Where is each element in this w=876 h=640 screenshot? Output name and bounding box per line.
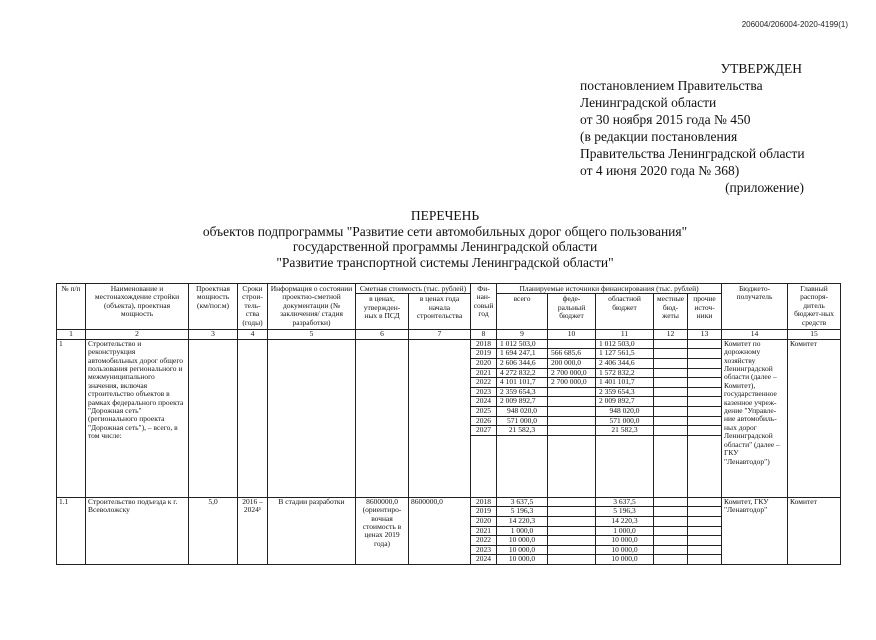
fin-total: 4 272 832,2 xyxy=(497,368,548,378)
fin-year: 2021 xyxy=(471,368,497,378)
fin-other xyxy=(688,426,722,436)
fin-federal: 200 000,0 xyxy=(548,359,596,369)
row-docs xyxy=(268,339,356,497)
col-number: 15 xyxy=(788,330,841,339)
document-title xyxy=(60,208,830,270)
fin-year: 2025 xyxy=(471,406,497,416)
fin-regional: 2 359 654,3 xyxy=(596,387,654,397)
approval-appendix: (приложение) xyxy=(725,180,804,195)
fin-regional: 1 401 101,7 xyxy=(596,378,654,388)
fin-federal xyxy=(548,545,596,555)
row-cost-b: 8600000,0 xyxy=(409,497,471,564)
header-row xyxy=(57,284,841,294)
fin-local xyxy=(654,555,688,565)
fin-year: 2024 xyxy=(471,397,497,407)
fin-total: 1 012 503,0 xyxy=(497,339,548,349)
fin-other xyxy=(688,378,722,388)
fin-other xyxy=(688,507,722,517)
fin-federal xyxy=(548,507,596,517)
approval-block xyxy=(580,60,850,196)
fin-year: 2020 xyxy=(471,359,497,369)
fin-local xyxy=(654,378,688,388)
fin-regional: 10 000,0 xyxy=(596,545,654,555)
header-other: прочие источ-ники xyxy=(688,294,722,330)
fin-other xyxy=(688,368,722,378)
header-num: № п/п xyxy=(57,284,86,330)
fin-year: 2018 xyxy=(471,497,497,507)
col-number: 4 xyxy=(238,330,268,339)
approval-heading: УТВЕРЖДЕН xyxy=(720,61,802,76)
fin-year: 2022 xyxy=(471,378,497,388)
fin-total: 948 020,0 xyxy=(497,406,548,416)
header-name: Наименование и местонахождение стройки (объекта), проектная мощность xyxy=(86,284,189,330)
fin-regional xyxy=(596,435,654,497)
fin-regional: 1 127 561,5 xyxy=(596,349,654,359)
fin-total: 2 009 892,7 xyxy=(497,397,548,407)
row-manager: Комитет xyxy=(788,497,841,564)
fin-local xyxy=(654,387,688,397)
title-line: объектов подпрограммы "Развитие сети автомобильных дорог общего пользования" xyxy=(202,223,688,239)
fin-local xyxy=(654,516,688,526)
title-line: ПЕРЕЧЕНЬ xyxy=(410,208,480,223)
col-number: 9 xyxy=(497,330,548,339)
fin-total: 21 582,3 xyxy=(497,426,548,436)
fin-federal xyxy=(548,435,596,497)
title-line: государственной программы Ленинградской области xyxy=(292,239,598,254)
fin-total: 2 359 654,3 xyxy=(497,387,548,397)
fin-federal xyxy=(548,397,596,407)
fin-regional: 3 637,5 xyxy=(596,497,654,507)
fin-year: 2027 xyxy=(471,426,497,436)
fin-other xyxy=(688,387,722,397)
fin-federal: 566 685,6 xyxy=(548,349,596,359)
header-capacity: Проектная мощность (км/пог.м) xyxy=(189,284,238,330)
fin-regional: 948 020,0 xyxy=(596,406,654,416)
row-capacity xyxy=(189,339,238,497)
row-terms xyxy=(238,339,268,497)
fin-year: 2024 xyxy=(471,555,497,565)
document-id: 206004/206004-2020-4199(1) xyxy=(741,20,848,29)
fin-federal xyxy=(548,339,596,349)
fin-other xyxy=(688,516,722,526)
fin-federal xyxy=(548,516,596,526)
fin-other xyxy=(688,555,722,565)
header-cost-a: в ценах, утвержден-ных в ПСД xyxy=(356,294,409,330)
fin-local xyxy=(654,406,688,416)
col-number: 11 xyxy=(596,330,654,339)
fin-total: 1 694 247,1 xyxy=(497,349,548,359)
fin-federal xyxy=(548,536,596,546)
header-cost-b: в ценах года начала строительства xyxy=(409,294,471,330)
title-line: "Развитие транспортной системы Ленинградской области" xyxy=(276,254,614,270)
row-name: Строительство и реконструкция автомобильных дорог общего пользования регионального и межмуниципального значения, включая строительство объектов в рамках федерального проекта "Дорожная сеть" (регионального проекта "Дорожная сеть"), – всего, в том числе: xyxy=(86,339,189,497)
row-cost-a: 8600000,0 (ориентиро-вочная стоимость в ценах 2019 года) xyxy=(356,497,409,564)
col-number: 13 xyxy=(688,330,722,339)
fin-local xyxy=(654,359,688,369)
fin-other xyxy=(688,416,722,426)
fin-local xyxy=(654,416,688,426)
fin-other xyxy=(688,339,722,349)
col-number: 7 xyxy=(409,330,471,339)
row-manager: Комитет xyxy=(788,339,841,497)
column-numbers-row xyxy=(57,330,841,339)
fin-year: 2022 xyxy=(471,536,497,546)
fin-total: 571 000,0 xyxy=(497,416,548,426)
approval-line: Правительства Ленинградской области xyxy=(580,146,805,161)
fin-year: 2020 xyxy=(471,516,497,526)
fin-regional: 2 009 892,7 xyxy=(596,397,654,407)
header-manager: Главный распоря-дитель бюджет-ных средств xyxy=(788,284,841,330)
fin-federal xyxy=(548,426,596,436)
fin-regional: 5 196,3 xyxy=(596,507,654,517)
row-recipient: Комитет, ГКУ "Ленавтодор" xyxy=(722,497,788,564)
fin-local xyxy=(654,435,688,497)
fin-local xyxy=(654,497,688,507)
fin-federal xyxy=(548,526,596,536)
fin-year: 2019 xyxy=(471,507,497,517)
fin-regional: 10 000,0 xyxy=(596,536,654,546)
header-terms: Сроки строи-тель-ства (годы) xyxy=(238,284,268,330)
col-number: 5 xyxy=(268,330,356,339)
fin-federal xyxy=(548,497,596,507)
fin-federal: 2 700 000,0 xyxy=(548,368,596,378)
fin-local xyxy=(654,397,688,407)
row-cost-b xyxy=(409,339,471,497)
approval-line: от 30 ноября 2015 года № 450 xyxy=(580,112,751,127)
header-local: местные бюд-жеты xyxy=(654,294,688,330)
fin-regional: 14 220,3 xyxy=(596,516,654,526)
fin-total: 10 000,0 xyxy=(497,555,548,565)
fin-other xyxy=(688,526,722,536)
fin-total: 2 606 344,6 xyxy=(497,359,548,369)
col-number: 8 xyxy=(471,330,497,339)
row-capacity: 5,0 xyxy=(189,497,238,564)
fin-local xyxy=(654,507,688,517)
objects-table xyxy=(56,283,841,565)
fin-regional: 21 582,3 xyxy=(596,426,654,436)
fin-regional: 1 012 503,0 xyxy=(596,339,654,349)
col-number: 2 xyxy=(86,330,189,339)
approval-line: Ленинградской области xyxy=(580,95,717,110)
fin-federal xyxy=(548,387,596,397)
approval-line: постановлением Правительства xyxy=(580,78,763,93)
fin-regional: 10 000,0 xyxy=(596,555,654,565)
col-number: 1 xyxy=(57,330,86,339)
col-number: 3 xyxy=(189,330,238,339)
fin-regional: 1 572 832,2 xyxy=(596,368,654,378)
header-docs: Информация о состоянии проектно-сметной документации (№ заключения/ стадия разработки) xyxy=(268,284,356,330)
fin-total: 4 101 101,7 xyxy=(497,378,548,388)
table-row xyxy=(57,339,841,349)
header-sources: Планируемые источники финансирования (тыс. рублей) xyxy=(497,284,722,294)
fin-other xyxy=(688,349,722,359)
header-cost: Сметная стоимость (тыс. рублей) xyxy=(356,284,471,294)
fin-total: 5 196,3 xyxy=(497,507,548,517)
col-number: 14 xyxy=(722,330,788,339)
fin-other xyxy=(688,497,722,507)
fin-federal xyxy=(548,555,596,565)
header-federal: феде-ральный бюджет xyxy=(548,294,596,330)
col-number: 10 xyxy=(548,330,596,339)
row-name: Строительство подъезда к г. Всеволожску xyxy=(86,497,189,564)
fin-local xyxy=(654,368,688,378)
row-docs: В стадии разработки xyxy=(268,497,356,564)
row-cost-a xyxy=(356,339,409,497)
fin-other xyxy=(688,406,722,416)
fin-regional: 1 000,0 xyxy=(596,526,654,536)
fin-local xyxy=(654,426,688,436)
row-num: 1.1 xyxy=(57,497,86,564)
header-fin-year: Фи-нан-совый год xyxy=(471,284,497,330)
fin-total: 14 220,3 xyxy=(497,516,548,526)
fin-year: 2026 xyxy=(471,416,497,426)
row-terms: 2016 – 2024¹ xyxy=(238,497,268,564)
row-recipient: Комитет по дорожному хозяйству Ленинградской области (далее – Комитет), государственное казенное учреж-дение "Управле-ние автомобиль-ных дорог Ленинградской области" (далее – ГКУ "Ленавтодор") xyxy=(722,339,788,497)
table-row xyxy=(57,497,841,507)
header-regional: областной бюджет xyxy=(596,294,654,330)
col-number: 6 xyxy=(356,330,409,339)
fin-local xyxy=(654,526,688,536)
fin-other xyxy=(688,435,722,497)
fin-federal: 2 700 000,0 xyxy=(548,378,596,388)
objects-table-wrapper xyxy=(56,283,840,565)
fin-year: 2023 xyxy=(471,387,497,397)
fin-total: 1 000,0 xyxy=(497,526,548,536)
fin-federal xyxy=(548,406,596,416)
fin-local xyxy=(654,545,688,555)
fin-year: 2023 xyxy=(471,545,497,555)
fin-regional: 571 000,0 xyxy=(596,416,654,426)
fin-local xyxy=(654,349,688,359)
fin-other xyxy=(688,536,722,546)
fin-year xyxy=(471,435,497,497)
approval-line: от 4 июня 2020 года № 368) xyxy=(580,163,740,178)
row-num: 1 xyxy=(57,339,86,497)
fin-local xyxy=(654,339,688,349)
approval-line: (в редакции постановления xyxy=(580,129,738,144)
fin-total: 10 000,0 xyxy=(497,536,548,546)
fin-year: 2021 xyxy=(471,526,497,536)
header-total: всего xyxy=(497,294,548,330)
col-number: 12 xyxy=(654,330,688,339)
fin-year: 2018 xyxy=(471,339,497,349)
fin-regional: 2 406 344,6 xyxy=(596,359,654,369)
fin-local xyxy=(654,536,688,546)
fin-other xyxy=(688,545,722,555)
header-recipient: Бюджето-получатель xyxy=(722,284,788,330)
fin-total: 3 637,5 xyxy=(497,497,548,507)
fin-federal xyxy=(548,416,596,426)
fin-total: 10 000,0 xyxy=(497,545,548,555)
fin-total xyxy=(497,435,548,497)
fin-other xyxy=(688,359,722,369)
fin-other xyxy=(688,397,722,407)
fin-year: 2019 xyxy=(471,349,497,359)
